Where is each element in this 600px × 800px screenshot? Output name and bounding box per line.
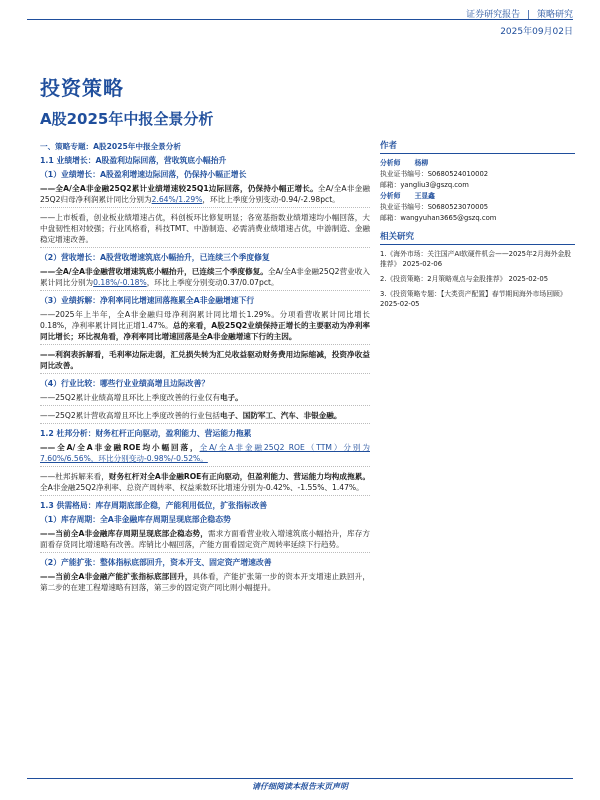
header-separator: | [527, 10, 531, 20]
footer-divider [27, 778, 573, 779]
subsection-heading-1-3: 1.3 供需格局：库存周期底部企稳，产能利用低位，扩张指标改善 [40, 501, 268, 510]
email-row [380, 180, 575, 190]
text: ——2025年上半年，全A非金融归母净利润累计同比增长1.29%。分项看营收累计同比增长0.18%，净利率累计同比正增1.47%。 [40, 310, 370, 330]
paragraph [40, 392, 370, 406]
analyst-role: 分析师 [380, 159, 401, 167]
email-label: 邮箱： [380, 214, 401, 222]
text: ，环比上季度分别变动0.37/0.07pct。 [146, 278, 279, 287]
paragraph [40, 528, 370, 553]
point-heading: （1）库存周期：全A非金融库存周期呈现底部企稳态势 [40, 515, 231, 524]
email-row [380, 213, 575, 223]
paragraph [40, 471, 370, 496]
license-number: S0680524010002 [427, 170, 489, 178]
point-heading: （3）业绩拆解：净利率同比增速回落拖累全A非金融增速下行 [40, 296, 255, 305]
license-row [380, 202, 575, 212]
bold-text: ——利润表拆解看，毛利率边际走弱，汇兑损失转为汇兑收益驱动财务费用边际缩减，投资净收益同比改善。 [40, 350, 370, 370]
paragraph [40, 183, 370, 208]
point-heading: （2）产能扩张：整体指标底部回升，资本开支、固定资产增速改善 [40, 558, 272, 567]
text: ，环比上季度分别变动-0.94/-2.98pct。 [202, 195, 340, 204]
bold-text: 电子、国防军工、汽车、非银金融。 [219, 411, 342, 420]
text: 需求方面看营业收入增速筑底小幅抬升，库存方面看存货同比增速略有改善。库销比小幅回落，产能方面看固定资产周转率延续下行趋势。 [40, 529, 371, 549]
paragraph [40, 309, 370, 345]
point-heading: （2）营收增长：A股营收增速筑底小幅抬升，已连续三个季度修复 [40, 253, 270, 262]
related-item[interactable]: 1.《海外市场：关注国产AI软硬件机会——2025年2月海外金股推荐》 2025-02-06 [380, 250, 572, 268]
bold-lead: ——全A/全A非金融ROE均小幅回落， [40, 443, 200, 452]
sidebar [380, 141, 575, 314]
report-category: 策略研究 [536, 10, 573, 20]
license-label: 执业证书编号： [380, 170, 428, 178]
footer-disclaimer: 请仔细阅读本报告末页声明 [252, 782, 348, 791]
point-heading: （4）行业比较：哪些行业业绩高增且边际改善？ [40, 379, 210, 388]
report-type: 证券研究报告 [466, 10, 521, 20]
section-heading: 一、策略专题：A股2025年中报全景分析 [40, 142, 181, 151]
related-item[interactable]: 3.《投资策略专题：【大类资产配置】春节期间海外市场回顾》 2025-02-05 [380, 290, 567, 308]
bold-text: 财务杠杆对全A非金融ROE有正向驱动，但盈利能力、营运能力均构成拖累。 [108, 472, 370, 481]
bold-text: 总的来看，A股25Q2业绩保持正增长的主要驱动为净利率同比增长；环比视角看，净利率同比增速回落是全A非金融增速下行的主因。 [40, 321, 370, 341]
analyst-row [380, 158, 575, 168]
related-research-title: 相关研究 [380, 232, 575, 245]
email-link[interactable]: yangliu3@gszq.com [400, 181, 469, 189]
report-subtitle: A股2025年中报全景分析 [40, 110, 214, 128]
report-date: 2025年09月02日 [500, 27, 573, 37]
text: 全A/全A非金融25Q2归母净利润累计同比分别为 [40, 184, 370, 204]
paragraph [40, 571, 370, 595]
highlight-value: 2.64%/1.29% [151, 195, 203, 204]
license-row [380, 169, 575, 179]
author-title: 作者 [380, 141, 575, 154]
analyst-name: 王显鑫 [414, 192, 435, 200]
text: ——25Q2累计营收高增且环比上季度改善的行业包括 [40, 411, 220, 420]
text: 全A/全A非金融25Q2营业收入累计同比分别为 [40, 267, 370, 287]
point-heading: （1）业绩增长：A股盈利增速边际回落，仍保持小幅正增长 [40, 170, 247, 179]
analyst-name: 杨柳 [414, 159, 429, 167]
license-label: 执业证书编号： [380, 203, 428, 211]
paragraph: ——上市板看，创业板业绩增速占优，科创板环比修复明显；各宽基指数业绩增速均小幅回落，大中盘韧性相对较强；行业风格看，科技TMT、中游制造、必需消费业绩增速占优，中游制造、金融稳定增速改善。 [40, 212, 370, 248]
text: ——杜邦拆解来看， [40, 472, 109, 481]
text: 全A非金融25Q2净利率、总资产周转率、权益乘数环比增速分别为-0.42%、-1.55%、1.47%。 [40, 483, 364, 492]
related-item[interactable]: 2.《投资策略：2月策略观点与金股推荐》 2025-02-05 [380, 275, 549, 283]
bold-text: 电子。 [219, 393, 243, 402]
highlight-value: 0.18%/-0.18% [93, 278, 147, 287]
text: 具体看，产能扩张第一步的资本开支增速止跌回升，第二步的在建工程增速略有回落，第三步的固定资产同比则小幅提升。 [40, 572, 370, 592]
email-label: 邮箱： [380, 181, 401, 189]
subsection-heading-1-1: 1.1 业绩增长：A股盈利边际回落，营收筑底小幅抬升 [40, 156, 227, 165]
header-divider [27, 19, 573, 20]
paragraph [40, 410, 370, 424]
text: ——25Q2累计业绩高增且环比上季度改善的行业仅有 [40, 393, 220, 402]
main-content [38, 141, 370, 599]
email-link[interactable]: wangyuhan3665@gszq.com [400, 214, 497, 222]
analyst-role: 分析师 [380, 192, 401, 200]
bold-lead: ——当前全A非金融产能扩张指标底部回升， [40, 572, 193, 581]
paragraph [40, 266, 370, 291]
paragraph [40, 442, 370, 467]
bold-lead: ——当前全A非金融库存周期呈现底部企稳态势， [40, 529, 209, 538]
bold-lead: ——全A/全A非金融营收增速筑底小幅抬升，已连续三个季度修复。 [40, 267, 268, 276]
analyst-row [380, 191, 575, 201]
page-title: 投资策略 [40, 76, 124, 100]
license-number: S0680523070005 [427, 203, 489, 211]
paragraph [40, 349, 370, 374]
bold-lead: ——全A/全A非金融25Q2累计业绩增速较25Q1边际回落，仍保持小幅正增长。 [40, 184, 318, 193]
highlight-value: 全A/全A非金融25Q2 ROE（TTM）分别为7.60%/6.56%，环比分别变动-0.98%/-0.52%。 [40, 443, 370, 463]
subsection-heading-1-2: 1.2 杜邦分析：财务杠杆正向驱动，盈利能力、营运能力拖累 [40, 429, 252, 438]
